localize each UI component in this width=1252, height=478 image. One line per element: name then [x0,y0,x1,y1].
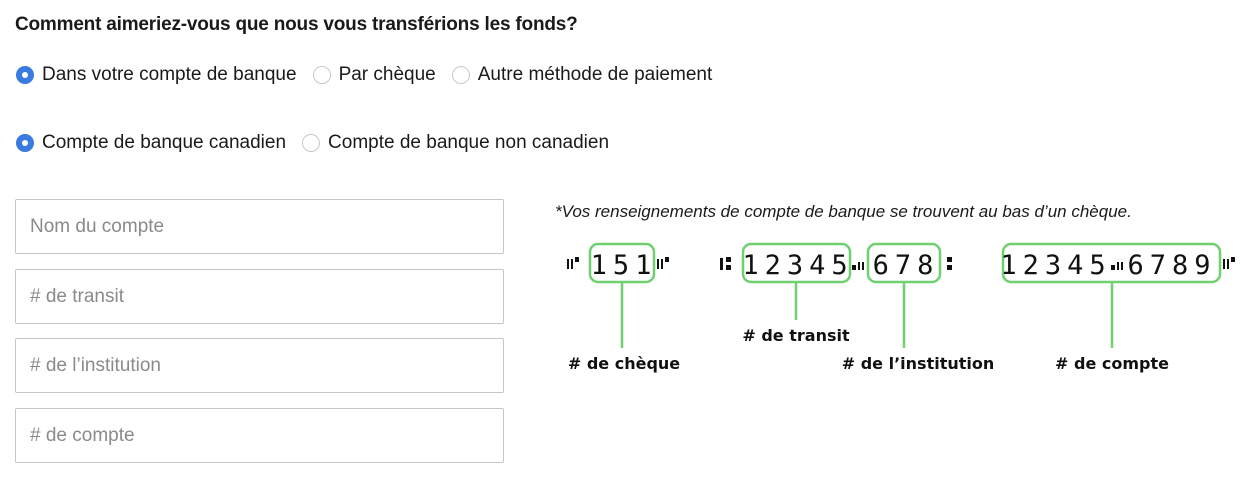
institution-number-digits: 678 [872,250,940,281]
cheque-info-note: *Vos renseignements de compte de banque se trouvent au bas d’un chèque. [555,202,1132,221]
transit-number-digits: 12345 [742,250,854,281]
institution-number-label: # de l’institution [841,354,995,373]
radio-label-canadian-bank: Compte de banque canadien [42,132,287,153]
radio-label-cheque: Par chèque [338,64,436,85]
account-name-input[interactable] [15,199,504,254]
radio-non-canadian-bank[interactable] [302,132,609,154]
radio-label-other-method: Autre méthode de paiement [477,64,713,85]
radio-dot[interactable] [302,134,320,152]
radio-bank-account[interactable] [16,64,297,86]
account-number-digits-1: 12345 [1000,250,1112,281]
cheque-number-label: # de chèque [567,354,681,373]
bank-type-group [16,132,625,154]
radio-dot[interactable] [313,66,331,84]
radio-other-method[interactable] [452,64,713,86]
radio-dot-selected[interactable] [16,66,34,84]
radio-dot[interactable] [452,66,470,84]
cheque-number-digits: 151 [590,250,658,281]
transit-number-label: # de transit [742,326,850,345]
radio-dot-selected[interactable] [16,134,34,152]
radio-canadian-bank[interactable] [16,132,286,154]
transit-number-input[interactable] [15,269,504,324]
cheque-diagram [555,238,1235,383]
radio-cheque[interactable] [313,64,436,86]
account-number-digits-2: 6789 [1127,250,1217,281]
radio-label-non-canadian-bank: Compte de banque non canadien [328,132,610,153]
payout-method-group [16,64,728,86]
account-number-input[interactable] [15,408,504,463]
account-number-label: # de compte [1055,354,1169,373]
payout-question: Comment aimeriez-vous que nous vous transférions les fonds? [15,14,578,35]
connector-lines [622,282,1112,348]
institution-number-input[interactable] [15,338,504,393]
radio-label-bank-account: Dans votre compte de banque [42,64,297,85]
